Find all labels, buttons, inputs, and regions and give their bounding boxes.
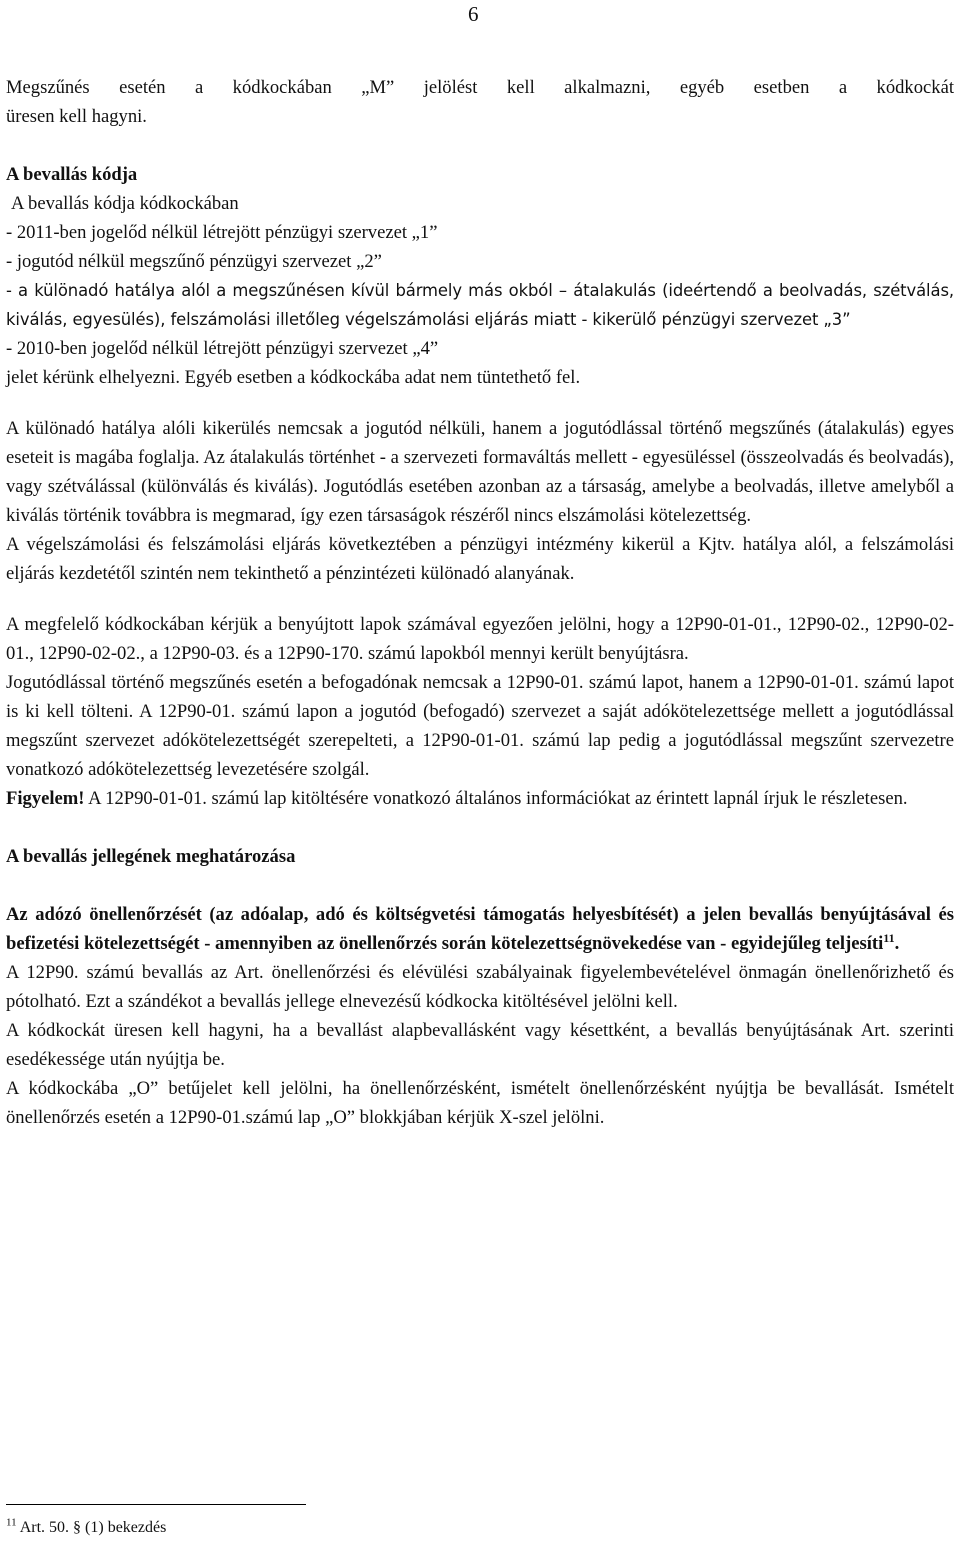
page-number: 6 xyxy=(468,2,479,26)
paragraph-o: A kódkockába „O” betűjelet kell jelölni, ha önellenőrzésként, ismételt önellenőrzésként nyújtja be bevallását. Ismételt önellenőrzés esetén a 12P90-01.számú lap „O” blokkjában kérjük X-szel jelölni. xyxy=(6,1078,954,1128)
paragraph-kulonado: A különadó hatálya alóli kikerülés nemcsak a jogutód nélküli, hanem a jogutódlással történő megszűnés (átalakulás) egyes eseteit is magába foglalja. Az átalakulás történhet - a szervezeti formaváltás mellett - egyesüléssel (összeolvadás és beolvadás), vagy szétválással (különválás és kiválás). Jogutódlás esetében azonban az a társaság, amelybe a beolvadás, illetve amelyből a kiválás történik továbbra is megmarad, így ezen társaságok részéről nincs elszámolási kötelezettség. xyxy=(6,418,954,526)
intro-line-1: Megszűnés esetén a kódkockában „M” jelölést kell alkalmazni, egyéb esetben a kódkockát xyxy=(6,77,954,98)
section-heading-jelleg: A bevallás jellegének meghatározása xyxy=(6,846,296,867)
bold-paragraph-end: . xyxy=(894,933,900,954)
document-body xyxy=(6,73,954,1132)
kod-subtitle: A bevallás kódja kódkockában xyxy=(11,193,239,214)
kod-item-1: - 2011-ben jogelőd nélkül létrejött pénzügyi szervezet „1” xyxy=(6,222,438,243)
figyelem-text: A 12P90-01-01. számú lap kitöltésére vonatkozó általános információkat az érintett lapnál írjuk le részletesen. xyxy=(84,788,908,809)
footnote xyxy=(6,1517,166,1539)
footnote-number: 11 xyxy=(6,1516,17,1529)
footnote-ref: 11 xyxy=(883,930,895,945)
paragraph-ures: A kódkockát üresen kell hagyni, ha a bevallást alapbevallásként vagy késettként, a bevallás benyújtásának Art. szerinti esedékessége után nyújtja be. xyxy=(6,1020,954,1070)
paragraph-jogutodlas: Jogutódlással történő megszűnés esetén a befogadónak nemcsak a 12P90-01. számú lapot, hanem a 12P90-01-01. számú lapot is ki kell tölteni. A 12P90-01. számú lapon a jogutód (befogadó) szervezet a saját adókötelezettsége mellett a jogutódlással megszűnt szervezet adókötelezettségét szerepelteti, a 12P90-01-01. számú lap pedig a jogutódlással megszűnt szervezetre vonatkozó adókötelezettség levezetésére szolgál. xyxy=(6,672,954,780)
bold-paragraph-text: Az adózó önellenőrzését (az adóalap, adó és költségvetési támogatás helyesbítését) a jelen bevallás benyújtásával és befizetési kötelezettségét - amennyiben az önellenőrzés során kötelezettségnövekedése van - egyidejűleg teljesíti xyxy=(6,904,954,954)
footnote-separator xyxy=(6,1504,306,1505)
bold-paragraph xyxy=(6,900,954,958)
kod-item-3: - a különadó hatálya alól a megszűnésen kívül bármely más okból – átalakulás (ideértendő a beolvadás, szétválás, kiválás, egyesülés), felszámolási illetőleg végelszámolási eljárás miatt - kikerülő pénzügyi szervezet „3” xyxy=(6,281,954,329)
paragraph-12p90: A 12P90. számú bevallás az Art. önellenőrzési és elévülési szabályainak figyelembevételével önmagán önellenőrizhető és pótolható. Ezt a szándékot a bevallás jellege elnevezésű kódkocka kitöltésével jelölni kell. xyxy=(6,962,954,1012)
footnote-text: Art. 50. § (1) bekezdés xyxy=(16,1519,167,1536)
kod-tail: jelet kérünk elhelyezni. Egyéb esetben a kódkockába adat nem tüntethető fel. xyxy=(6,367,581,388)
kod-item-2: - jogutód nélkül megszűnő pénzügyi szervezet „2” xyxy=(6,251,382,272)
intro-line-2: üresen kell hagyni. xyxy=(6,106,147,127)
section-heading-kod: A bevallás kódja xyxy=(6,164,138,185)
paragraph-kodkocka: A megfelelő kódkockában kérjük a benyújtott lapok számával egyezően jelölni, hogy a 12P90-01-01., 12P90-02., 12P90-02-01., 12P90-02-02., a 12P90-03. és a 12P90-170. számú lapokból mennyi került benyújtásra. xyxy=(6,614,954,664)
paragraph-figyelem xyxy=(6,784,954,813)
kod-item-4: - 2010-ben jogelőd nélkül létrejött pénzügyi szervezet „4” xyxy=(6,338,439,359)
figyelem-label: Figyelem! xyxy=(6,788,85,809)
paragraph-vegelszamolas: A végelszámolási és felszámolási eljárás következtében a pénzügyi intézmény kikerül a Kjtv. hatálya alól, a felszámolási eljárás kezdetétől szintén nem tekinthető a pénzintézeti különadó alanyának. xyxy=(6,534,954,584)
